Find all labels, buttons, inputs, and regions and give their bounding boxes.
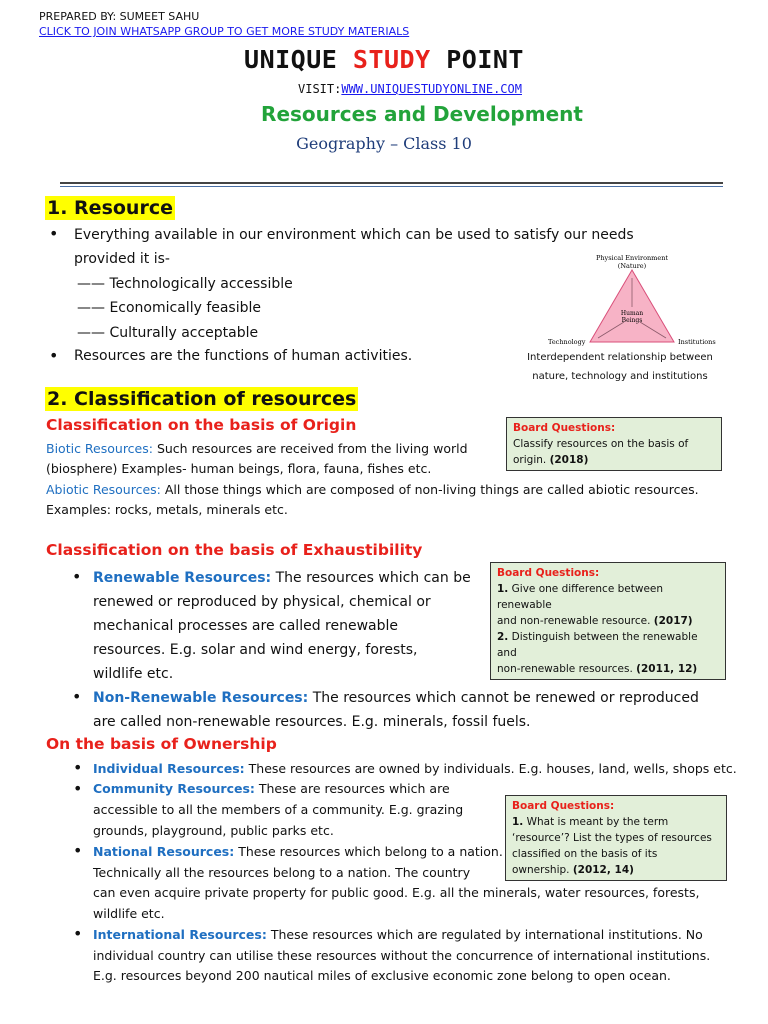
board-q2-line-1 [497, 629, 719, 661]
bullet-icon: • [73, 758, 83, 777]
biotic-line-1 [46, 438, 468, 459]
renewable-text-1: The resources which can be [271, 570, 471, 586]
national-line-3: can even acquire private property for public good. E.g. all the minerals, water resources, forests, [93, 885, 700, 900]
board-questions-origin [506, 417, 722, 471]
bullet-icon: • [73, 841, 83, 860]
board-q1-line-4 [512, 862, 720, 878]
nonrenewable-label: Non-Renewable Resources: [93, 690, 309, 706]
board-q1-line-1 [512, 814, 720, 830]
resource-intro-line2: provided it is- [74, 251, 170, 267]
biotic-label: Biotic Resources: [46, 441, 153, 456]
board-text-2-line [513, 452, 715, 468]
board-questions-ownership [505, 795, 727, 881]
resource-intro-line1: Everything available in our environment which can be used to satisfy our needs [74, 227, 634, 243]
biotic-text-1: Such resources are received from the living world [152, 441, 468, 456]
nonrenewable-line-1 [93, 686, 699, 710]
section-heading-resource: 1. Resource [47, 197, 173, 219]
visit-line [0, 82, 768, 96]
renewable-line-5: wildlife etc. [93, 666, 174, 682]
whatsapp-group-link[interactable]: CLICK TO JOIN WHATSAPP GROUP TO GET MORE STUDY MATERIALS [39, 25, 410, 38]
abiotic-label: Abiotic Resources: [46, 482, 161, 497]
board-text-1: Classify resources on the basis of [513, 438, 689, 450]
bullet-icon: • [72, 687, 82, 706]
board-label: Board Questions: [512, 800, 615, 812]
board-text-2: origin. [513, 454, 547, 466]
brand-title [0, 45, 768, 74]
board-q1-num: 1. [497, 583, 509, 595]
individual-label: Individual Resources: [93, 761, 245, 776]
board-q1-text-4: ownership. [512, 864, 570, 876]
board-q2-year: (2011, 12) [636, 663, 698, 675]
diagram-label-top-1: Physical Environment [595, 254, 669, 262]
community-text-1: These are resources which are [254, 781, 450, 796]
origin-heading: Classification on the basis of Origin [46, 416, 357, 434]
diagram-label-right: Institutions [678, 338, 716, 346]
national-line-4: wildlife etc. [93, 906, 165, 921]
bullet-icon: • [49, 346, 59, 365]
diagram-caption-1: Interdependent relationship between [527, 352, 713, 363]
board-q1-text-3: classified on the basis of its [512, 848, 658, 860]
visit-label: VISIT: [298, 82, 342, 96]
resource-bullet-2: Resources are the functions of human activities. [74, 348, 413, 364]
board-questions-exhaustibility [490, 562, 726, 680]
international-line-1 [93, 924, 703, 945]
divider [60, 182, 723, 184]
board-q1-text-2: ‘resource’? List the types of resources [512, 832, 712, 844]
bullet-icon: • [73, 924, 83, 943]
diagram-label-center-2: Beings [621, 317, 643, 324]
brand-study: STUDY [352, 45, 431, 74]
bullet-icon: • [73, 779, 83, 798]
board-q1-text-1: Give one difference between renewable [497, 583, 664, 611]
individual-text: These resources are owned by individuals. E.g. houses, land, wells, shops etc. [244, 761, 737, 776]
board-q1-text-2: and non-renewable resource. [497, 615, 651, 627]
renewable-line-1 [93, 566, 471, 590]
bullet-icon: • [72, 567, 82, 586]
prepared-by: PREPARED BY: SUMEET SAHU [39, 10, 200, 23]
page-title: Resources and Development [261, 102, 583, 126]
board-q1-text-1: What is meant by the term [523, 816, 669, 828]
board-q1-year: (2017) [653, 615, 693, 627]
renewable-line-2: renewed or reproduced by physical, chemical or [93, 594, 431, 610]
renewable-line-3: mechanical processes are called renewable [93, 618, 398, 634]
nonrenewable-line-2: are called non-renewable resources. E.g. minerals, fossil fuels. [93, 714, 531, 730]
international-label: International Resources: [93, 927, 267, 942]
exhaustibility-heading: Classification on the basis of Exhaustibility [46, 541, 423, 559]
board-q2-num: 2. [497, 631, 509, 643]
community-label: Community Resources: [93, 781, 255, 796]
ownership-heading: On the basis of Ownership [46, 735, 277, 753]
diagram-label-left: Technology [548, 338, 586, 346]
national-line-2: Technically all the resources belong to a nation. The country [93, 865, 471, 880]
individual-line [93, 758, 737, 779]
board-q1-line-1 [497, 581, 719, 613]
abiotic-text-1: All those things which are composed of non-living things are called abiotic resources. [160, 482, 699, 497]
international-line-2: individual country can utilise these resources without the concurrence of international institutions. [93, 948, 711, 963]
diagram-caption-2: nature, technology and institutions [532, 371, 708, 382]
brand-unique: UNIQUE [244, 45, 338, 74]
diagram-label-center-1: Human [620, 310, 644, 317]
renewable-line-4: resources. E.g. solar and wind energy, forests, [93, 642, 418, 658]
national-text-1: These resources which belong to a nation. [234, 844, 503, 859]
national-label: National Resources: [93, 844, 235, 859]
community-line-1 [93, 778, 450, 799]
board-q1-num: 1. [512, 816, 524, 828]
page-subtitle: Geography – Class 10 [296, 134, 472, 153]
section-heading-classification: 2. Classification of resources [47, 388, 357, 410]
community-line-3: grounds, playground, public parks etc. [93, 823, 334, 838]
board-q2-text-1: Distinguish between the renewable and [497, 631, 698, 659]
international-line-3: E.g. resources beyond 200 nautical miles of exclusive economic zone belong to open ocean. [93, 968, 671, 983]
international-text-1: These resources which are regulated by international institutions. No [266, 927, 703, 942]
website-link[interactable]: WWW.UNIQUESTUDYONLINE.COM [341, 82, 522, 96]
brand-point: POINT [446, 45, 524, 74]
board-q2-line-2 [497, 661, 719, 677]
national-line-1 [93, 841, 503, 862]
community-line-2: accessible to all the members of a community. E.g. grazing [93, 802, 464, 817]
board-q1-year: (2012, 14) [572, 864, 634, 876]
abiotic-line-1 [46, 479, 699, 500]
bullet-icon: • [49, 224, 59, 243]
board-label: Board Questions: [513, 422, 616, 434]
interdependence-diagram [530, 252, 730, 348]
diagram-label-top-2: (Nature) [617, 262, 647, 270]
board-year: (2018) [549, 454, 589, 466]
nonrenewable-text-1: The resources which cannot be renewed or reproduced [308, 690, 699, 706]
abiotic-line-2: Examples: rocks, metals, minerals etc. [46, 502, 288, 517]
dash-item-2: —— Economically feasible [77, 300, 262, 316]
dash-item-3: —— Culturally acceptable [77, 325, 259, 341]
biotic-line-2: (biosphere) Examples- human beings, flora, fauna, fishes etc. [46, 461, 432, 476]
renewable-label: Renewable Resources: [93, 570, 272, 586]
board-q2-text-2: non-renewable resources. [497, 663, 633, 675]
board-label: Board Questions: [497, 567, 600, 579]
board-q1-line-2 [497, 613, 719, 629]
divider-secondary [60, 186, 723, 187]
dash-item-1: —— Technologically accessible [77, 276, 293, 292]
